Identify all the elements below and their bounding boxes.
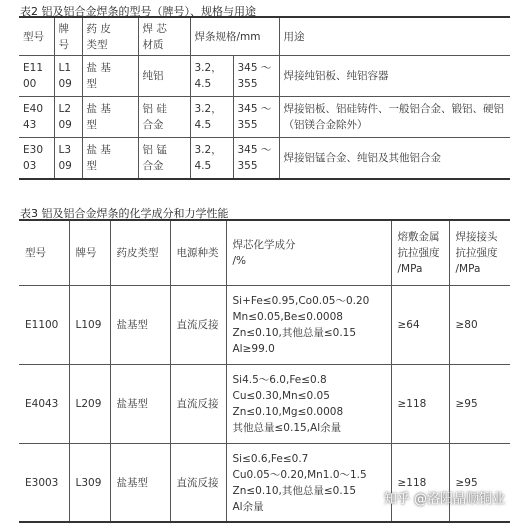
table2-cell: 焊接纯铝板、纯铝容器 [279,56,510,97]
table2-header-cell: 型号 [19,17,54,56]
table3-cell: E3003 [25,476,59,489]
table-row [19,286,510,365]
table2-cell: L1 09 [54,56,82,97]
table-row [19,56,510,97]
table2-header-cell: 药 皮 类型 [82,17,138,56]
table3-header-cell: 焊接接头 抗拉强度 /MPa [449,220,510,286]
table2-cell: 3.2， 4.5 [190,97,233,138]
table-row [19,138,510,180]
table2-cell: 铝 锰 合金 [138,138,190,180]
table3-cell: L209 [69,365,110,444]
table3-header-cell: 电源种类 [170,220,226,286]
table2-cell: 铝 硅 合金 [138,97,190,138]
table3-cell: ≥64 [391,286,449,365]
table2-header-row [19,17,510,56]
table3-cell: ≥118 [391,444,449,523]
table2-cell: 盐 基 型 [82,97,138,138]
table2-cell: 345 ～ 355 [233,138,279,180]
table3-header-row [19,220,510,286]
table3-header-cell: 药皮类型 [110,220,170,286]
table3-cell: 直流反接 [170,365,226,444]
table2-cell: 3.2， 4.5 [190,56,233,97]
table2-header-cell: 焊条规格/mm [190,17,279,56]
table3-cell: L309 [69,444,110,523]
table3-cell: Si4.5～6.0,Fe≤0.8 Cu≤0.30,Mn≤0.05 Zn≤0.10,Mg≤0.0008 其他总量≤0.15,Al余量 [226,365,391,444]
table3-caption: 表3 铝及铝合金焊条的化学成分和力学性能 [20,207,229,220]
table2-cell: 纯铝 [138,56,190,97]
table3-cell: Si+Fe≤0.95,Co0.05～0.20 Mn≤0.05,Be≤0.0008 Zn≤0.10,其他总量≤0.15 Al≥99.0 [226,286,391,365]
table3-cell: 直流反接 [170,286,226,365]
table3-cell: ≥95 [449,365,510,444]
table2-cell: E11 00 [19,56,54,97]
table3-cell: 直流反接 [170,444,226,523]
table2-cell: 3.2， 4.5 [190,138,233,180]
table3-cell: L109 [69,286,110,365]
table3-header-cell: 焊芯化学成分 /% [226,220,391,286]
table2-cell: 345 ～ 355 [233,56,279,97]
table3-cell: ≥80 [449,286,510,365]
table2-cell: 盐 基 型 [82,56,138,97]
table2-cell: L2 09 [54,97,82,138]
table2-cell: L3 09 [54,138,82,180]
table-row [19,97,510,138]
table-row [19,444,510,523]
table-row [19,365,510,444]
watermark: 知乎 @洛阳晶顺铜业 [383,492,505,507]
table3-cell: 盐基型 [110,286,170,365]
table2-electrode-specs [19,16,510,180]
table3-header-cell: 牌号 [69,220,110,286]
table2-header-cell: 牌 号 [54,17,82,56]
table3-cell: E4043 [19,365,69,444]
table3-chemical-mechanical [19,219,510,523]
table2-cell: 345 ～ 355 [233,97,279,138]
table2-cell: 焊接铝板、铝硅铸件、一般铝合金、锻铝、硬铝 （铝镁合金除外） [279,97,510,138]
table2-caption: 表2 铝及铝合金焊条的型号（牌号）、规格与用途 [20,5,256,18]
table3-cell: 盐基型 [110,444,170,523]
table2-header-cell: 焊 芯 材质 [138,17,190,56]
table2-header-cell: 用途 [279,17,510,56]
table3-cell: ≥118 [391,365,449,444]
table2-cell: E40 43 [19,97,54,138]
table3-header-cell: 型号 [19,220,69,286]
table3-cell: 盐基型 [110,365,170,444]
table2-cell: 盐 基 型 [82,138,138,180]
table3-header-cell: 熔敷金属 抗拉强度 /MPa [391,220,449,286]
table3-cell: ≥95 [449,444,510,523]
table2-cell: E30 03 [23,144,43,172]
table2-cell: 焊接铝锰合金、纯铝及其他铝合金 [279,138,510,180]
table3-cell: E1100 [19,286,69,365]
table3-cell: Si≤0.6,Fe≤0.7 Cu0.05～0.20,Mn1.0～1.5 Zn≤0.10,其他总量≤0.15 Al余量 [226,444,391,523]
